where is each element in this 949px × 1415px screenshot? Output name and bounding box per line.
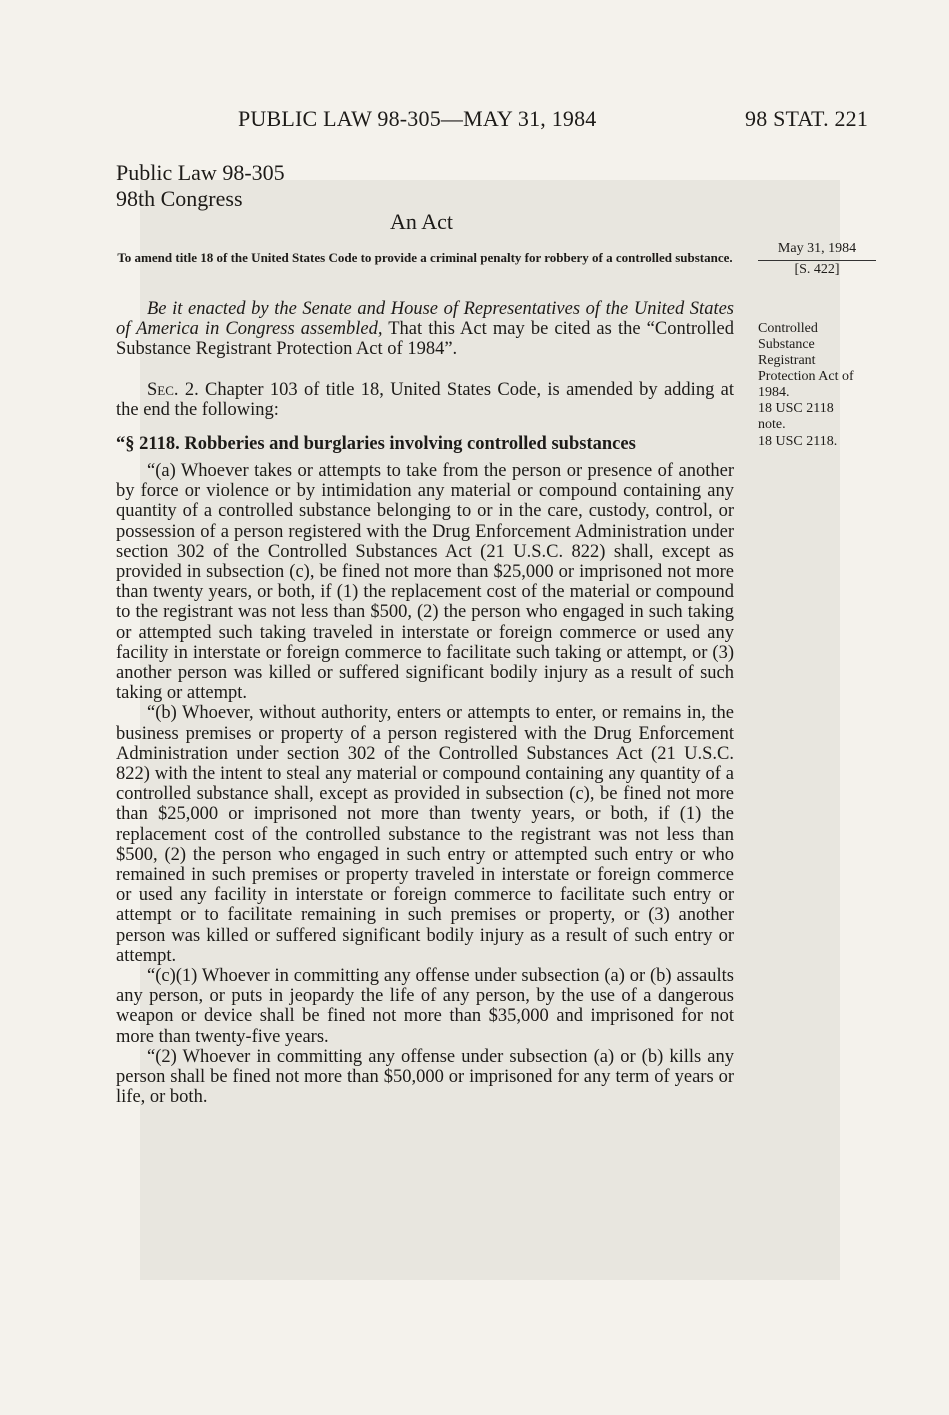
law-identifier bbox=[116, 160, 285, 212]
subsection-c2: “(2) Whoever in committing any offense under subsection (a) or (b) kills any person shall be fined not more than $50,000 or imprisoned for any term of years or life, or both. bbox=[116, 1046, 734, 1108]
margin-note-line: Substance bbox=[758, 337, 815, 352]
act-heading-text: An Act bbox=[390, 209, 453, 234]
margin-note-usc: 18 USC 2118. bbox=[758, 434, 838, 449]
act-heading bbox=[0, 209, 949, 235]
margin-note-line: Controlled bbox=[758, 321, 818, 336]
margin-note-line: 1984. bbox=[758, 385, 790, 400]
section-2118-body bbox=[116, 461, 734, 1108]
section-heading-2118: “§ 2118. Robberies and burglaries involving controlled substances bbox=[116, 434, 636, 454]
header-stat-page: 98 STAT. 221 bbox=[745, 106, 869, 131]
header-title: PUBLIC LAW 98-305—MAY 31, 1984 bbox=[238, 106, 597, 131]
congress-number: 98th Congress bbox=[116, 186, 243, 211]
section-2 bbox=[116, 380, 734, 420]
margin-note-line: note. bbox=[758, 417, 786, 432]
subsection-b: “(b) Whoever, without authority, enters or attempts to enter, or remains in, the business premises or property of a person registered with the Drug Enforcement Administration under section 302 of the Controlled Substances Act (21 U.S.C. 822) with the intent to steal any material or compound containing any quantity of a controlled substance shall, except as provided in subsection (c), be fined not more than $25,000 or imprisoned not more than twenty years, or both, if (1) the replacement cost of the controlled substance to the registrant was not less than $500, (2) the person who engaged in such entry or attempted such entry or who remained in such premises or property traveled in interstate or foreign commerce or used any facility in interstate or foreign commerce to facilitate such entry or attempt or to facilitate remaining in such premises or property, or (3) another person was killed or suffered significant bodily injury as a result of such entry or attempt. bbox=[116, 703, 734, 966]
purpose-clause: To amend title 18 of the United States Code to provide a criminal penalty for robbery of a controlled substance. bbox=[117, 250, 733, 265]
subsection-c1: “(c)(1) Whoever in committing any offense under subsection (a) or (b) assaults any person, or puts in jeopardy the life of any person, by the use of a dangerous weapon or device shall be fined not more than $35,000 and imprisoned for not more than twenty-five years. bbox=[116, 966, 734, 1047]
enacting-clause bbox=[116, 299, 734, 360]
section-2-text: Chapter 103 of title 18, United States Code, is amended by adding at the end the following: bbox=[116, 380, 734, 421]
margin-note-line: Protection Act of bbox=[758, 369, 854, 384]
margin-bill-number: [S. 422] bbox=[794, 262, 840, 277]
law-number: Public Law 98-305 bbox=[116, 160, 285, 185]
margin-note-line: Registrant bbox=[758, 353, 816, 368]
margin-date: May 31, 1984 bbox=[758, 241, 876, 261]
subsection-a: “(a) Whoever takes or attempts to take from the person or presence of another by force or violence or by intimidation any material or compound containing any quantity of a controlled substance belonging to or in the care, custody, control, or possession of a person registered with the Drug Enforcement Administration under section 302 of the Controlled Substances Act (21 U.S.C. 822) shall, except as provided in subsection (c), be fined not more than $25,000 or imprisoned not more than twenty years, or both, if (1) the replacement cost of the material or compound to the registrant was not less than $500, (2) the person who engaged in such taking or attempted such taking traveled in interstate or foreign commerce or used any facility in interstate or foreign commerce to facilitate such taking or attempt, or (3) another person was killed or suffered significant bodily injury as a result of such taking or attempt. bbox=[116, 461, 734, 704]
margin-note-short-title bbox=[758, 321, 888, 433]
section-2-label: Sec. 2. bbox=[147, 380, 199, 400]
enacting-clause-italic: Be it enacted by the Senate and House of Representatives of the United States of America in Congress assembled, bbox=[116, 299, 734, 340]
margin-note-line: 18 USC 2118 bbox=[758, 401, 834, 416]
enacting-clause-rest: That this Act may be cited as the “Controlled Substance Registrant Protection Act of 1984”. bbox=[116, 319, 734, 360]
